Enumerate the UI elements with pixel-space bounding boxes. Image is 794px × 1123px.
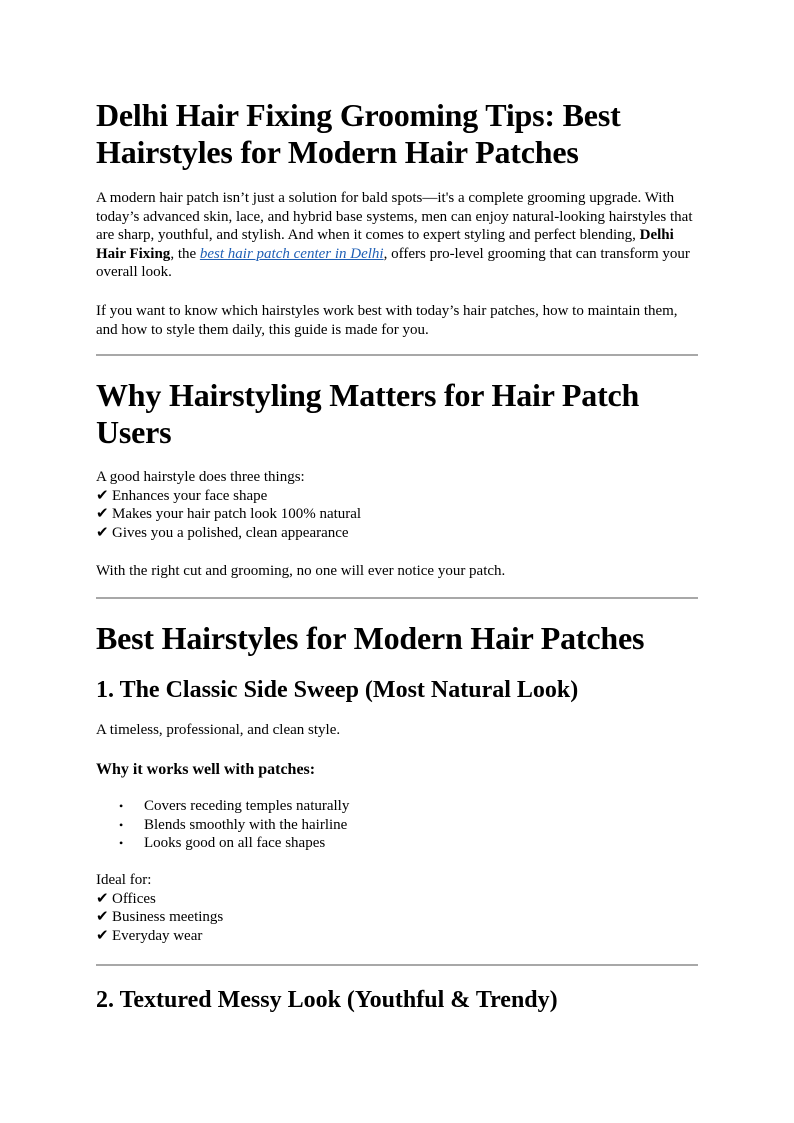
list-item-text: Looks good on all face shapes bbox=[144, 835, 326, 851]
checkmark-icon: ✔ bbox=[96, 506, 109, 522]
section-divider bbox=[96, 597, 698, 599]
list-item bbox=[96, 797, 698, 816]
intro-paragraph bbox=[96, 189, 698, 282]
brand-name: Delhi Hair Fixing bbox=[96, 227, 674, 262]
why-heading bbox=[96, 377, 698, 451]
style-1-bullet-list bbox=[96, 797, 698, 853]
ideal-check-text: Everyday wear bbox=[112, 927, 203, 944]
style-1-description: A timeless, professional, and clean style. bbox=[96, 722, 341, 738]
why-lead: A good hairstyle does three things: bbox=[96, 469, 305, 485]
why-list-block bbox=[96, 468, 698, 542]
bullet-icon: • bbox=[119, 836, 124, 850]
best-hair-patch-link[interactable]: best hair patch center in Delhi bbox=[199, 245, 384, 262]
list-item-text: Blends smoothly with the hairline bbox=[144, 816, 348, 833]
checkmark-icon: ✔ bbox=[96, 890, 109, 907]
why-check-text: Makes your hair patch look 100% natural bbox=[112, 506, 362, 522]
why-heading-line-2: Users bbox=[96, 414, 172, 450]
ideal-check-text: Business meetings bbox=[112, 909, 224, 925]
ideal-check-text: Offices bbox=[112, 890, 156, 907]
why-check-item bbox=[96, 487, 698, 506]
style-1-ideal-block bbox=[96, 871, 698, 945]
list-item-text: Covers receding temples naturally bbox=[144, 798, 350, 814]
style-2-heading: 2. Textured Messy Look (Youthful & Trendy) bbox=[96, 987, 558, 1013]
list-item bbox=[96, 816, 698, 835]
why-check-text: Gives you a polished, clean appearance bbox=[112, 524, 349, 541]
why-check-text: Enhances your face shape bbox=[112, 487, 268, 504]
checkmark-icon: ✔ bbox=[96, 524, 109, 541]
section-divider bbox=[96, 964, 698, 966]
style-1-heading: 1. The Classic Side Sweep (Most Natural Look) bbox=[96, 677, 579, 703]
intro-text-mid: , the bbox=[170, 245, 200, 262]
checkmark-icon: ✔ bbox=[96, 909, 109, 925]
list-item bbox=[96, 834, 698, 853]
intro-paragraph-2: If you want to know which hairstyles work best with today’s hair patches, how to maintain them, and how to style them daily, this guide is made for you. bbox=[96, 303, 678, 338]
ideal-check-item bbox=[96, 927, 698, 946]
why-closing: With the right cut and grooming, no one will ever notice your patch. bbox=[96, 563, 506, 579]
checkmark-icon: ✔ bbox=[96, 487, 109, 504]
why-heading-line-1: Why Hairstyling Matters for Hair Patch bbox=[96, 377, 640, 413]
intro-text-end: , offers pro-level grooming that can transform your overall look. bbox=[96, 245, 690, 280]
page-title-line-1: Delhi Hair Fixing Grooming Tips: Best bbox=[96, 97, 621, 133]
ideal-label: Ideal for: bbox=[96, 872, 152, 888]
why-check-item bbox=[96, 524, 698, 543]
checkmark-icon: ✔ bbox=[96, 927, 109, 944]
intro-text-start: A modern hair patch isn’t just a solution for bald spots—it's a complete grooming upgrade. With today’s advanced skin, lace, and hybrid base systems, men can enjoy natural-looking hairstyles that are sharp, youthful, and stylish. And when it comes to expert styling and perfect blending, bbox=[96, 190, 693, 243]
bullet-icon: • bbox=[119, 817, 124, 832]
ideal-check-item bbox=[96, 890, 698, 909]
page-title-line-2: Hairstyles for Modern Hair Patches bbox=[96, 134, 579, 170]
why-check-item bbox=[96, 505, 698, 524]
bullet-icon: • bbox=[119, 799, 124, 813]
page-title bbox=[96, 97, 698, 171]
best-hairstyles-heading: Best Hairstyles for Modern Hair Patches bbox=[96, 620, 645, 656]
style-1-why-label: Why it works well with patches: bbox=[96, 761, 316, 778]
ideal-check-item bbox=[96, 908, 698, 927]
section-divider bbox=[96, 354, 698, 356]
